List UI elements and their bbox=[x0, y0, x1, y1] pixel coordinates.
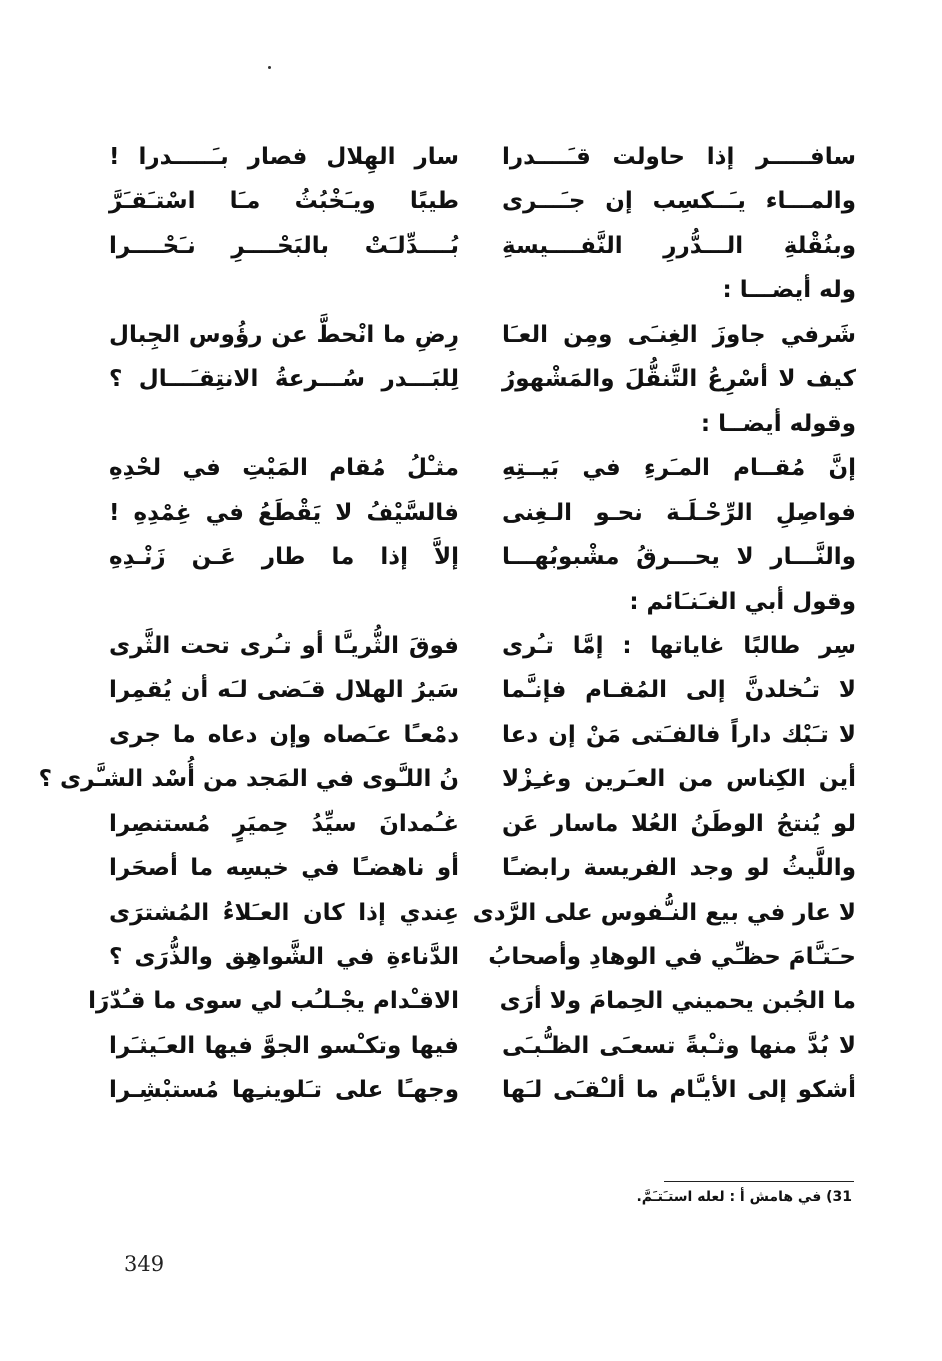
left-verse-line: فوقَ الثُّريـَّا أو تـُرى تحت الثَّرى bbox=[109, 633, 459, 659]
left-verse-line: طيبًا ويـَخْبُثُ مـَا اسْتـَقـَرَّ bbox=[109, 188, 459, 214]
right-verse-line: أشكو إلى الأيـَّام ما ألـْقـَى لـَها bbox=[502, 1077, 856, 1103]
left-verse-line: دمْعـًا عـَصاه وإن دعاه ما جرى bbox=[109, 722, 459, 748]
right-verse-line: لو يُنتجُ الوطَنُ العُلا ماسار عَن bbox=[502, 811, 856, 837]
left-verse-line: الاقـْدام يجْـلـُب لي سوى ما قـُدّرَا bbox=[88, 988, 459, 1014]
right-verse-line: لا تـَبْك داراً فالفـَتى مَنْ إن دعا bbox=[502, 722, 856, 748]
right-verse-line: إنَّ مُقــام المـَرءِ في بَيــتِهِ bbox=[502, 455, 856, 481]
right-verse-line: والمـــاء يـَــكسِب إن جـَـــرى bbox=[502, 188, 856, 214]
right-verse-line: شَرفي جاوزَ الغِنـَى ومِن العـَا bbox=[502, 322, 856, 348]
left-verse-line: سَيرُ الهلال قـَضى لـَه أن يُقمِرا bbox=[109, 677, 459, 703]
left-verse-line: رِضِ ما انْحطَّ عن رؤُوس الجِبال bbox=[109, 322, 459, 348]
left-verse-line: بُــــدِّلـَتْ بالبَحْــــرِ نـَحْــــرا bbox=[109, 233, 459, 259]
right-heading: وله أيضـــا : bbox=[722, 277, 856, 303]
right-verse-line: لا تـُخلدنَّ إلى المُقـام فإنـَّما bbox=[502, 677, 856, 703]
right-verse-line: واللَّيثُ لو وجد الفريسة رابضـًا bbox=[502, 855, 856, 881]
right-verse-line: سافـــــر إذا حاولت قـَــــدرا bbox=[502, 144, 856, 170]
right-verse-line: لا عار في بيع النـُّفوس على الرَّدى bbox=[472, 900, 856, 926]
footnote-rule bbox=[664, 1181, 854, 1182]
left-verse-line: إلاَّ إذا ما طار عَـن زَنْـدِهِ bbox=[109, 544, 459, 570]
left-verse-line: وجهـًا على تـَلوينـِها مُستبْشِـرا bbox=[109, 1077, 459, 1103]
right-verse-line: أين الكِناس من العـَرين وغـِزْلا bbox=[502, 766, 856, 792]
footnote: 31) في هامش أ : لعله استـَتـَمَّ. bbox=[636, 1189, 852, 1205]
left-verse-line: نُ اللـَّوى في المَجد من أُسْد الشـَّرى ؟ bbox=[38, 766, 459, 792]
left-verse-line: أو ناهضـًا في خيسِه ما أصحَرا bbox=[109, 855, 459, 881]
left-verse-line: فيها وتكـْسو الجوَّ فيها العـَيثـَرا bbox=[109, 1033, 459, 1059]
left-verse-line: مثـْلُ مُقام المَيْتِ في لحْدِهِ bbox=[109, 455, 459, 481]
left-verse-line: فالسَّيْفُ لا يَقْطَعُ في غِمْدِهِ ! bbox=[109, 500, 459, 526]
right-verse-line: فواصِلِ الرِّحْـلَـة نحـو الـغِنى bbox=[502, 500, 856, 526]
right-verse-line: لا بُدَّ منها وثـْبةً تسعـَى الظـُّبـَى bbox=[502, 1033, 856, 1059]
right-verse-line: كيف لا أسْرِعُ التَّنقُّلَ والمَشْهورُ bbox=[502, 366, 856, 392]
left-verse-line: عِندي إذا كان العـَلاءُ المُشترَى bbox=[109, 900, 459, 926]
left-verse-line: غـُمدانَ سيِّدُ حِميَرٍ مُستنصِرا bbox=[109, 811, 459, 837]
right-verse-line: سِر طالبًا غاياتها : إمَّا تـُرى bbox=[502, 633, 856, 659]
page-number: 349 bbox=[124, 1252, 165, 1276]
left-verse-line: لِلبَـــدر سُـــرعةُ الانتِقـَـــال ؟ bbox=[109, 366, 459, 392]
right-verse-line: حـَتـَّامَ حظـِّي في الوهادِ وأصحابُ bbox=[488, 944, 856, 970]
ink-speck bbox=[268, 66, 271, 69]
right-verse-line: وبنُقْلةِ الـــدُّررِ النَّفــــيسةِ bbox=[502, 233, 856, 259]
left-verse-line: سار الهِلال فصار بـَـــــدرا ! bbox=[109, 144, 459, 170]
right-verse-line: والنَّـــار لا يحـــرقُ مشْبوبُهـــا bbox=[502, 544, 856, 570]
right-heading: وقوله أيضــا : bbox=[700, 411, 856, 437]
left-verse-line: الدَّناءةِ في الشَّواهِق والذُّرَى ؟ bbox=[109, 944, 459, 970]
right-heading: وقول أبي الغـَنـَائم : bbox=[629, 589, 856, 615]
right-verse-line: ما الجُبن يحميني الحِمامَ ولا أرَى bbox=[499, 988, 856, 1014]
